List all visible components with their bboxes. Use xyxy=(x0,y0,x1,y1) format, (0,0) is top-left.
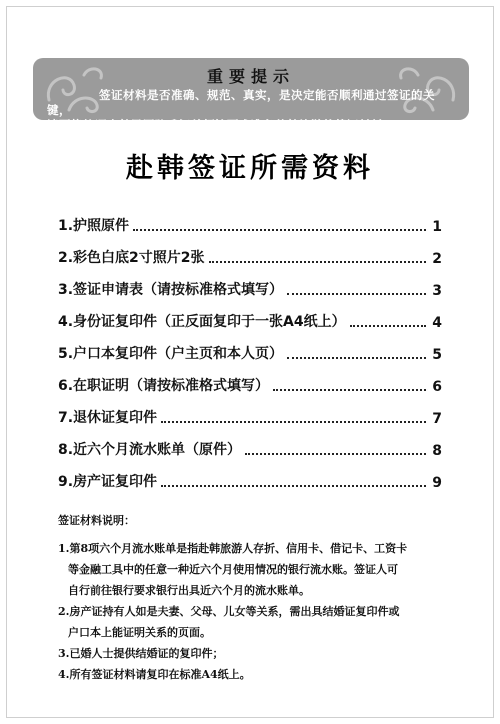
toc-item xyxy=(58,427,442,459)
note-line: 等金融工具中的任意一种近六个月使用情况的银行流水账。签证人可 xyxy=(68,563,398,576)
toc-item xyxy=(58,459,442,491)
note-line: 4.所有签证材料请复印在标准A4纸上。 xyxy=(58,668,251,681)
toc-item xyxy=(58,331,442,363)
toc-item xyxy=(58,299,442,331)
note-line: 户口本上能证明关系的页面。 xyxy=(68,626,211,639)
note-line: 2.房产证持有人如是夫妻、父母、儿女等关系，需出具结婚证复印件或 xyxy=(58,605,400,618)
toc-item-label: 9.房产证复印件 xyxy=(58,474,158,490)
note-line: 1.第8项六个月流水账单是指赴韩旅游人存折、信用卡、借记卡、工资卡 xyxy=(58,542,408,555)
toc-item-page: 9 xyxy=(432,475,442,491)
toc-item-page: 8 xyxy=(432,443,442,459)
toc-item-label: 1.护照原件 xyxy=(58,218,130,234)
page-title: 赴韩签证所需资料 xyxy=(126,153,374,184)
toc-item-label: 6.在职证明（请按标准格式填写） xyxy=(58,378,270,394)
toc-item-page: 3 xyxy=(432,283,442,299)
toc-item-page: 7 xyxy=(432,411,442,427)
toc-leader-dots xyxy=(161,420,426,423)
toc-item-page: 1 xyxy=(432,219,442,235)
important-notice-banner xyxy=(33,58,469,132)
toc-item-label: 2.彩色白底2寸照片2张 xyxy=(58,250,205,266)
toc-item xyxy=(58,235,442,267)
toc-leader-dots xyxy=(133,228,426,231)
banner-line-1: 签证材料是否准确、规范、真实，是决定能否顺利通过签证的关键， xyxy=(47,88,435,117)
table-of-contents xyxy=(58,203,442,491)
note-line: 自行前往银行要求银行出具近六个月的流水账单。 xyxy=(68,584,310,597)
toc-item-label: 4.身份证复印件（正反面复印于一张A4纸上） xyxy=(58,314,346,330)
toc-item-page: 4 xyxy=(432,315,442,331)
toc-leader-dots xyxy=(287,356,426,359)
toc-leader-dots xyxy=(287,292,426,295)
toc-leader-dots xyxy=(209,260,426,263)
toc-leader-dots xyxy=(161,484,426,487)
toc-item xyxy=(58,203,442,235)
toc-item xyxy=(58,363,442,395)
toc-item xyxy=(58,267,442,299)
toc-item-label: 8.近六个月流水账单（原件） xyxy=(58,442,242,458)
toc-item xyxy=(58,395,442,427)
banner-text xyxy=(47,88,455,133)
toc-item-page: 6 xyxy=(432,379,442,395)
toc-item-label: 3.签证申请表（请按标准格式填写） xyxy=(58,282,284,298)
toc-item-page: 2 xyxy=(432,251,442,267)
toc-leader-dots xyxy=(273,388,426,391)
banner-title: 重要提示 xyxy=(206,67,295,86)
toc-item-page: 5 xyxy=(432,347,442,363)
banner-line-2: 请严格按照大韩民国驻武汉总领馆要求准备赴韩旅游的签证材料。 xyxy=(47,118,395,132)
toc-item-label: 5.户口本复印件（户主页和本人页） xyxy=(58,346,284,362)
notes-title: 签证材料说明： xyxy=(58,514,135,527)
note-line: 3.已婚人士提供结婚证的复印件； xyxy=(58,647,224,660)
notes-section xyxy=(58,512,458,685)
toc-leader-dots xyxy=(245,452,426,455)
toc-leader-dots xyxy=(350,324,426,327)
toc-item-label: 7.退休证复印件 xyxy=(58,410,158,426)
